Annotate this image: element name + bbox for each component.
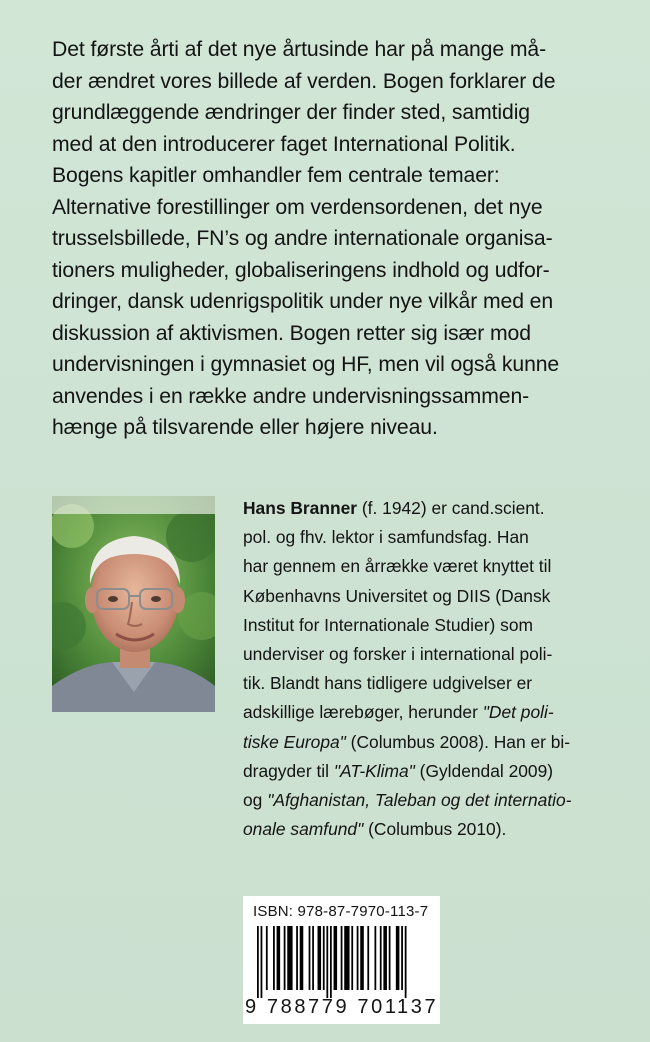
bio-line: adskillige lærebøger, herunder "Det poli-	[243, 702, 554, 723]
author-name: Hans Branner	[243, 498, 358, 518]
author-portrait-image	[52, 496, 215, 712]
blurb-line: tioners muligheder, globaliseringens indhold og udfor-	[52, 258, 550, 282]
bio-line: dragyder til "AT-Klima" (Gyldendal 2009)	[243, 760, 554, 781]
bio-line: tiske Europa" (Columbus 2008). Han er bi-	[243, 731, 571, 752]
bio-line: onale samfund" (Columbus 2010).	[243, 819, 507, 840]
book-title: tiske Europa"	[243, 731, 346, 752]
blurb-line: der ændret vores billede af verden. Bogen forklarer de	[52, 69, 556, 93]
bio-line: Københavns Universitet og DIIS (Dansk	[243, 585, 551, 606]
barcode-icon	[257, 926, 429, 998]
blurb-line: undervisningen i gymnasiet og HF, men vil også kunne	[52, 353, 560, 376]
blurb-line: diskussion af aktivismen. Bogen retter sig især mod	[52, 321, 531, 345]
bio-line: pol. og fhv. lektor i samfundsfag. Han	[243, 527, 529, 548]
author-photo	[52, 496, 215, 712]
isbn-barcode	[243, 896, 440, 1024]
blurb-line: anvendes i en række andre undervisningssammen-	[52, 384, 530, 408]
blurb-line: hænge på tilsvarende eller højere niveau.	[52, 416, 438, 439]
book-title: "AT-Klima"	[333, 760, 415, 781]
blurb-line: trusselsbillede, FN’s og andre internationale organisa-	[52, 227, 553, 250]
blurb-line: Bogens kapitler omhandler fem centrale temaer:	[52, 164, 500, 187]
blurb-line: med at den introducerer faget International Politik.	[52, 132, 516, 156]
ean-digits: 9 788779 701137	[245, 996, 439, 1018]
blurb-line: Det første årti af det nye årtusinde har på mange må-	[52, 38, 547, 61]
bio-line: Hans Branner (f. 1942) er cand.scient.	[243, 498, 545, 518]
book-title: onale samfund"	[243, 819, 364, 840]
bio-line: Institut for Internationale Studier) som	[243, 614, 533, 635]
blurb-line: Alternative forestillinger om verdensordenen, det nye	[52, 195, 543, 219]
bio-line: tik. Blandt hans tidligere udgivelser er	[243, 673, 533, 694]
bio-line: underviser og forsker i international poli-	[243, 644, 553, 665]
book-blurb	[52, 34, 612, 444]
author-bio	[243, 494, 613, 844]
bio-line: har gennem en årrække været knyttet til	[243, 556, 552, 577]
bio-line: og "Afghanistan, Taleban og det internatio-	[243, 790, 572, 811]
blurb-line: grundlæggende ændringer der finder sted, samtidig	[52, 101, 530, 124]
book-title: "Afghanistan, Taleban og det internatio-	[267, 790, 572, 811]
isbn-label: ISBN: 978-87-7970-113-7	[253, 903, 429, 920]
blurb-line: dringer, dansk udenrigspolitik under nye vilkår med en	[52, 290, 554, 313]
book-title: "Det poli-	[482, 702, 554, 723]
